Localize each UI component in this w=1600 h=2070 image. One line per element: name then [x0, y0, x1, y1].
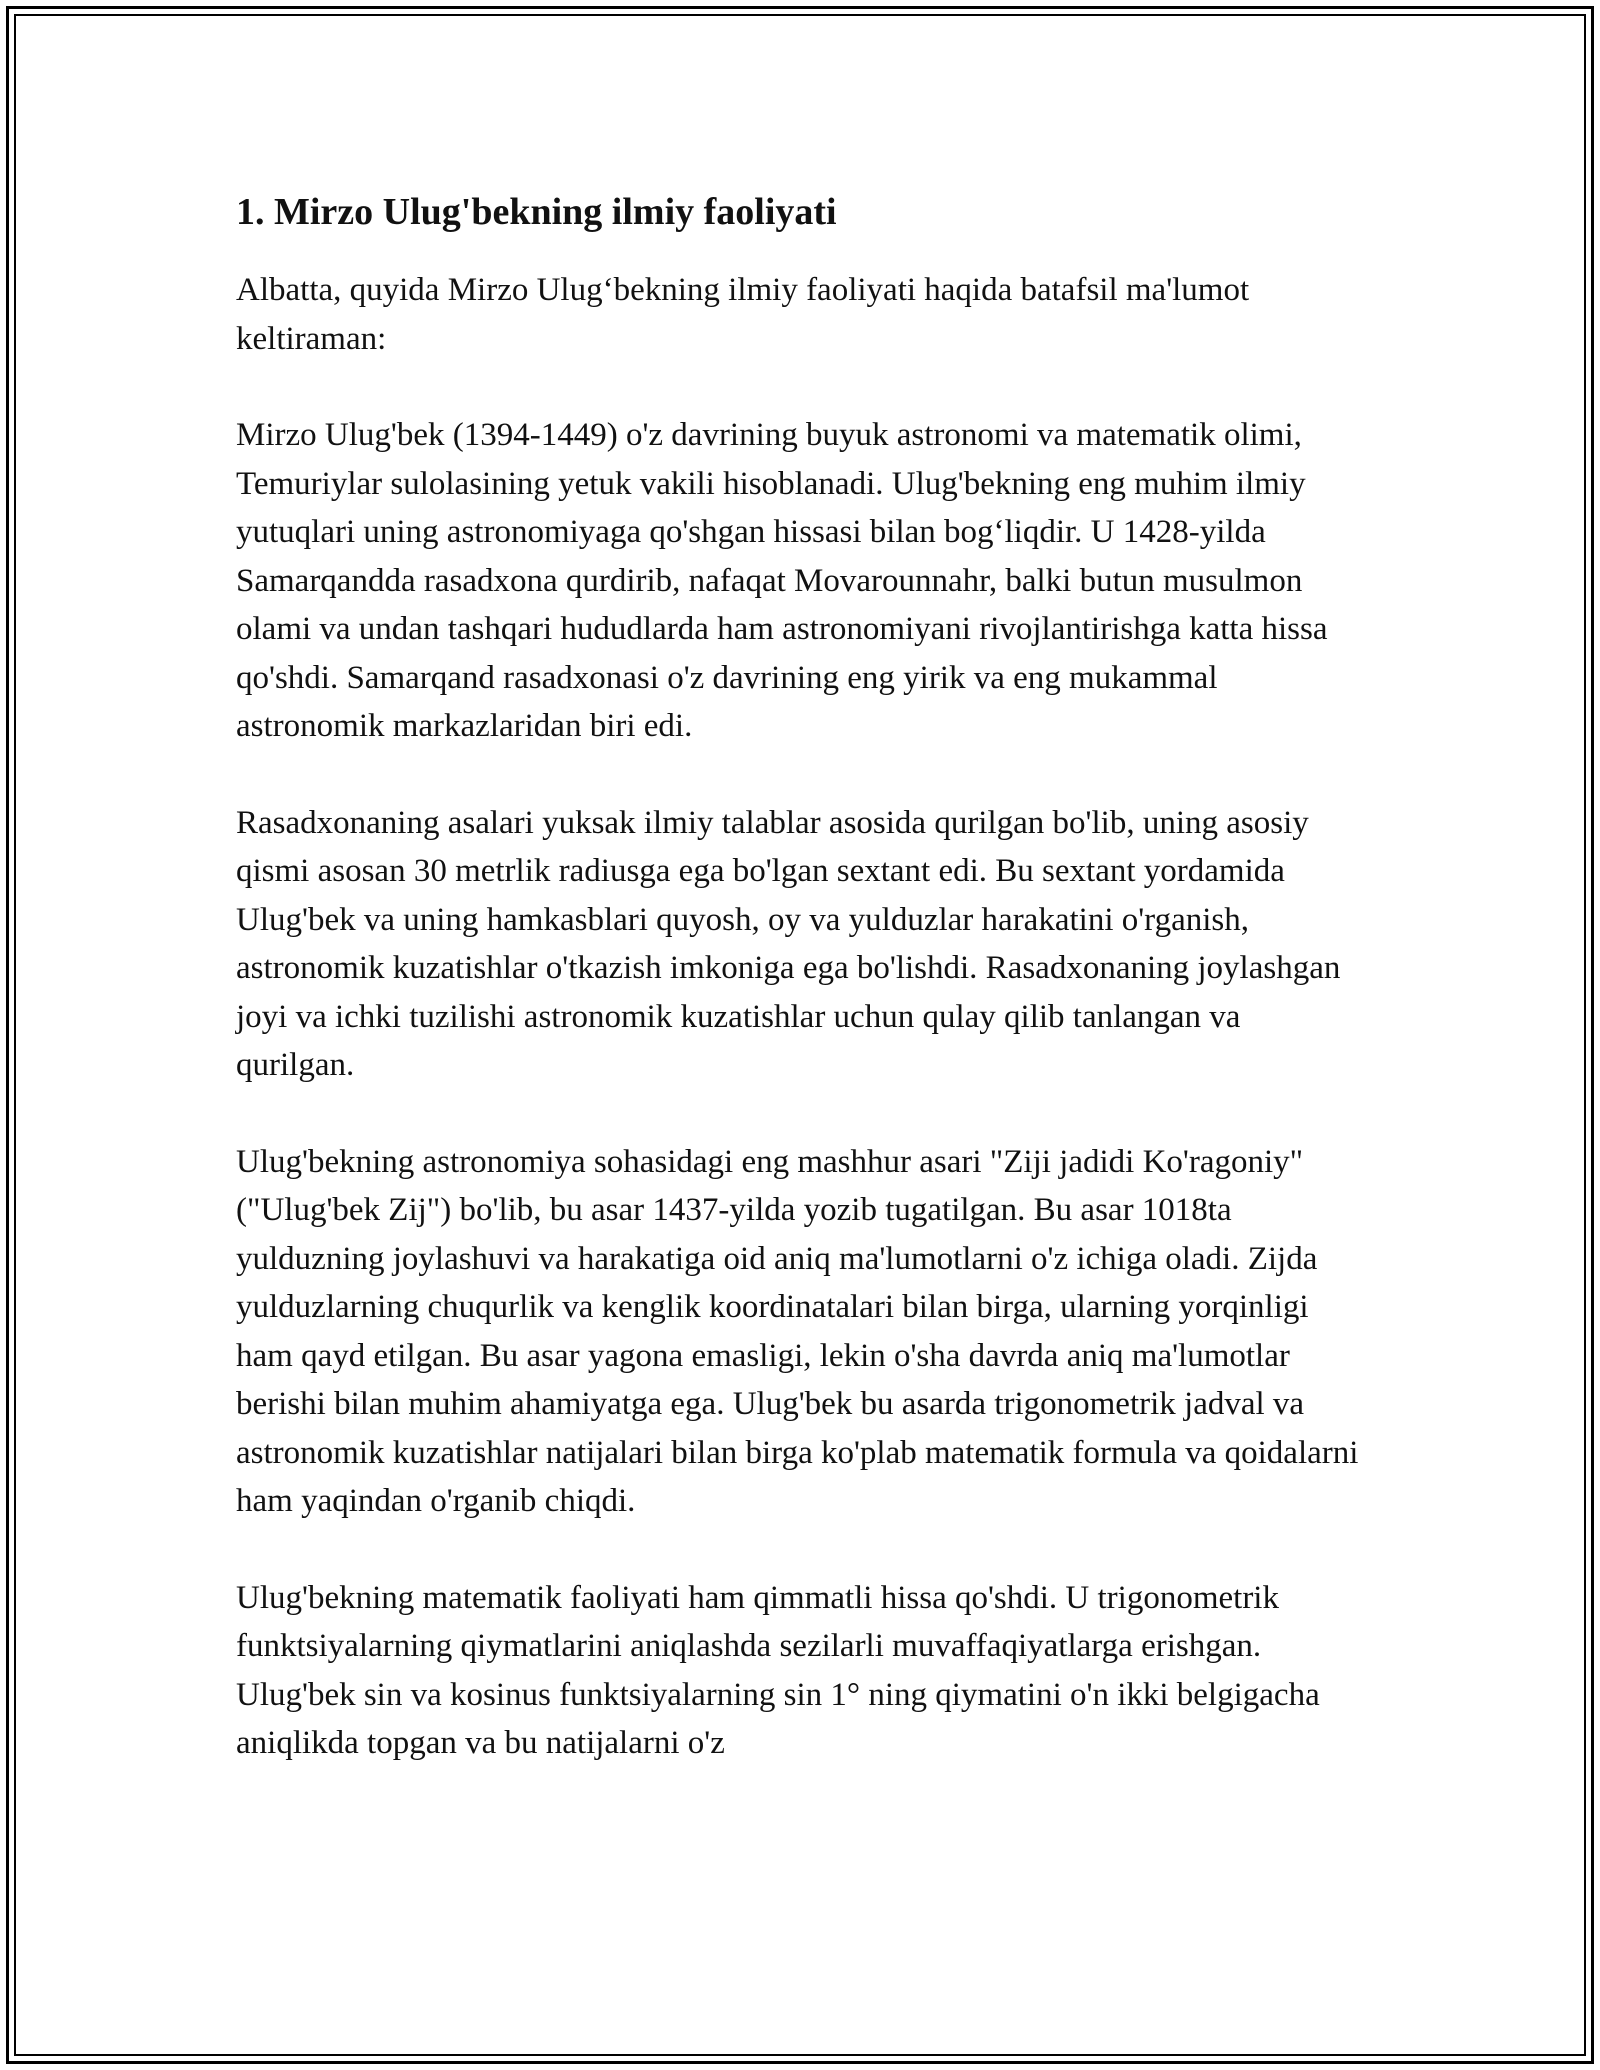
section-heading: 1. Mirzo Ulug'bekning ilmiy faoliyati	[236, 191, 837, 233]
paragraph-biography: Mirzo Ulug'bek (1394-1449) o'z davrining buyuk astronomi va matematik olimi, Temuriylar sulolasining yetuk vakili hisoblanadi. Ulug'bekning eng muhim ilmiy yutuqlari uning astronomiyaga qo'shgan hissasi bilan bog‘liqdir. U 1428-yilda Samarqandda rasadxona qurdirib, nafaqat Movarounnahr, balki butun musulmon olami va undan tashqari hududlarda ham astronomiyani rivojlantirishga katta hissa qo'shdi. Samarqand rasadxonasi o'z davrining eng yirik va eng mukammal astronomik markazlaridan biri edi.	[236, 417, 1328, 744]
paragraph-observatory: Rasadxonaning asalari yuksak ilmiy talablar asosida qurilgan bo'lib, uning asosiy qismi asosan 30 metrlik radiusga ega bo'lgan sextant edi. Bu sextant yordamida Ulug'bek va uning hamkasblari quyosh, oy va yulduzlar harakatini o'rganish, astronomik kuzatishlar o'tkazish imkoniga ega bo'lishdi. Rasadxonaning joylashgan joyi va ichki tuzilishi astronomik kuzatishlar uchun qulay qilib tanlangan va qurilgan.	[236, 804, 1341, 1083]
paragraph-intro: Albatta, quyida Mirzo Ulug‘bekning ilmiy faoliyati haqida batafsil ma'lumot keltiraman:	[236, 272, 1250, 357]
paragraph-mathematics: Ulug'bekning matematik faoliyati ham qimmatli hissa qo'shdi. U trigonometrik funktsiyalarning qiymatlarini aniqlashda sezilarli muvaffaqiyatlarga erishgan. Ulug'bek sin va kosinus funktsiyalarning sin 1° ning qiymatini o'n ikki belgigacha aniqlikda topgan va bu natijalarni o'z	[236, 1579, 1320, 1761]
document-body	[236, 188, 1366, 1816]
paragraph-zij: Ulug'bekning astronomiya sohasidagi eng mashhur asari "Ziji jadidi Ko'ragoniy" ("Ulug'bek Zij") bo'lib, bu asar 1437-yilda yozib tugatilgan. Bu asar 1018ta yulduzning joylashuvi va harakatiga oid aniq ma'lumotlarni o'z ichiga oladi. Zijda yulduzlarning chuqurlik va kenglik koordinatalari bilan birga, ularning yorqinligi ham qayd etilgan. Bu asar yagona emasligi, lekin o'sha davrda aniq ma'lumotlar berishi bilan muhim ahamiyatga ega. Ulug'bek bu asarda trigonometrik jadval va astronomik kuzatishlar natijalari bilan birga ko'plab matematik formula va qoidalarni ham yaqindan o'rganib chiqdi.	[236, 1143, 1359, 1519]
